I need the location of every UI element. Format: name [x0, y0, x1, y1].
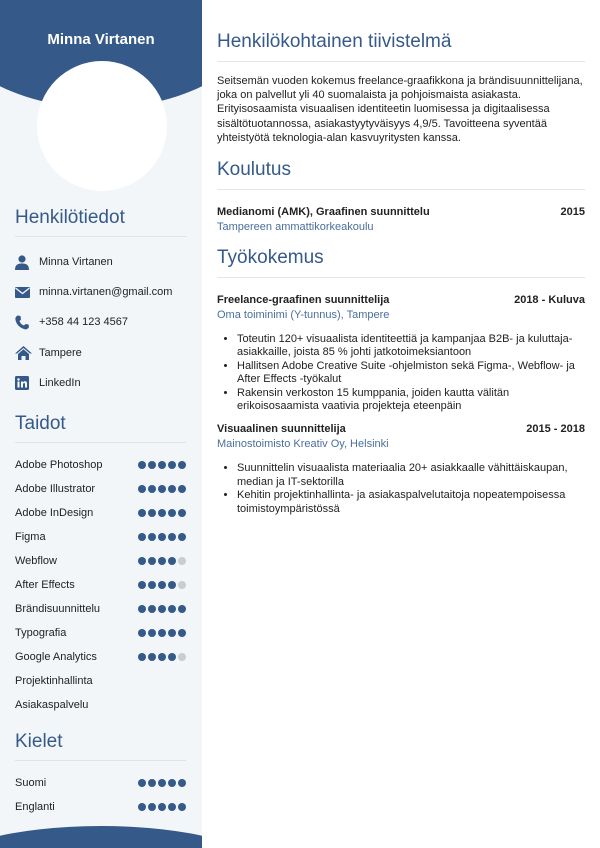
rating-label: Adobe Photoshop	[15, 459, 103, 471]
rating-label: Webflow	[15, 555, 57, 567]
rating-dot-icon	[178, 485, 186, 493]
rating-dot-icon	[138, 485, 146, 493]
rating-dots	[138, 485, 186, 493]
rating-label: Suomi	[15, 777, 47, 789]
rating-dot-icon	[158, 653, 166, 661]
rating-dot-icon	[138, 509, 146, 517]
rating-dot-icon	[138, 779, 146, 787]
rating-row	[15, 501, 186, 525]
bullet: • Rakensin verkoston 15 kumppania, joiden kautta välitän erikoisosaamista vaativia projekteja eteenpäin	[237, 387, 585, 414]
rating-dot-icon	[168, 629, 176, 637]
job-role: Visuaalinen suunnittelija	[217, 423, 346, 436]
rating-dots	[138, 779, 186, 787]
bullet: • Kehitin projektinhallinta- ja asiakaspalvelutaitoja nopeatempoisessa toimistoympäristössä	[237, 489, 585, 516]
rating-label: Adobe InDesign	[15, 507, 94, 519]
rating-dot-icon	[178, 605, 186, 613]
home-icon	[15, 345, 39, 361]
rating-label: Adobe Illustrator	[15, 483, 96, 495]
rating-dot-icon	[168, 581, 176, 589]
school: Tampereen ammattikorkeakoulu	[217, 221, 374, 233]
rating-dot-icon	[148, 581, 156, 589]
experience-entry	[217, 423, 585, 516]
rating-dot-icon	[148, 533, 156, 541]
rating-dot-icon	[178, 653, 186, 661]
contact-phone: +358 44 123 4567	[15, 307, 186, 337]
job-company: Oma toiminimi (Y-tunnus), Tampere	[217, 309, 390, 321]
rating-dot-icon	[148, 557, 156, 565]
rating-dot-icon	[148, 461, 156, 469]
bullet: • Toteutin 120+ visuaalista identiteettiä ja kampanjaa B2B- ja kuluttaja-asiakkaille, joista 85 % johti jatkotoimeksiantoon	[237, 333, 585, 360]
rating-row	[15, 669, 186, 693]
rating-dot-icon	[168, 653, 176, 661]
rating-row	[15, 771, 186, 795]
rating-dots	[138, 653, 186, 661]
rating-dot-icon	[158, 533, 166, 541]
rating-dots	[138, 509, 186, 517]
rating-dot-icon	[138, 461, 146, 469]
profile-photo	[37, 61, 167, 191]
rating-dot-icon	[168, 461, 176, 469]
summary-title: Henkilökohtainen tiivistelmä	[217, 31, 585, 62]
rating-label: Englanti	[15, 801, 55, 813]
rating-dot-icon	[138, 581, 146, 589]
rating-label: Asiakaspalvelu	[15, 699, 89, 711]
skills-title: Taidot	[15, 413, 186, 443]
rating-dot-icon	[178, 461, 186, 469]
rating-dot-icon	[178, 581, 186, 589]
rating-dots	[138, 533, 186, 541]
sidebar	[0, 0, 202, 848]
rating-dot-icon	[138, 557, 146, 565]
bullet: • Suunnittelin visuaalista materiaalia 20+ asiakkaalle vähittäiskaupan, median ja IT-sektorilla	[237, 462, 585, 489]
summary-text: Seitsemän vuoden kokemus freelance-graafikkona ja brändisuunnittelijana, joka on palvellut yli 40 suomalaista ja pohjoismaista asiakasta. Erityisosaamista visuaalisen identiteetin luomisessa ja digitaalisessa sisältötuotannossa, asiakastyytyväisyys 4,9/5. Tavoitteena syventää yhteistyötä teknologia-alan kasvuyritysten kanssa.	[217, 75, 583, 144]
rating-dot-icon	[168, 557, 176, 565]
linkedin-icon	[15, 375, 39, 391]
rating-row	[15, 597, 186, 621]
rating-dot-icon	[158, 629, 166, 637]
job-company: Mainostoimisto Kreativ Oy, Helsinki	[217, 438, 389, 451]
rating-dots	[138, 605, 186, 613]
rating-dot-icon	[168, 509, 176, 517]
rating-dot-icon	[168, 605, 176, 613]
phone-icon	[15, 314, 39, 330]
rating-dot-icon	[168, 485, 176, 493]
bullet: • Hallitsen Adobe Creative Suite -ohjelmiston sekä Figma-, Webflow- ja After Effects -työkalut	[237, 360, 585, 387]
personal-info-title: Henkilötiedot	[15, 207, 186, 237]
rating-row	[15, 645, 186, 669]
rating-dot-icon	[148, 779, 156, 787]
rating-dot-icon	[178, 803, 186, 811]
job-period: 2018 - Kuluva	[514, 294, 585, 306]
rating-label: Google Analytics	[15, 651, 97, 663]
rating-dot-icon	[178, 557, 186, 565]
rating-row	[15, 573, 186, 597]
rating-dot-icon	[158, 485, 166, 493]
job-role: Freelance-graafinen suunnittelija	[217, 294, 390, 306]
rating-label: Typografia	[15, 627, 67, 639]
rating-dot-icon	[138, 803, 146, 811]
rating-dots	[138, 803, 186, 811]
rating-dot-icon	[178, 629, 186, 637]
rating-label: Figma	[15, 531, 46, 543]
job-bullets	[217, 462, 585, 516]
contact-linkedin[interactable]: LinkedIn	[15, 368, 186, 398]
rating-row	[15, 693, 186, 717]
rating-row	[15, 795, 186, 819]
rating-label: Projektinhallinta	[15, 675, 93, 687]
rating-dot-icon	[178, 779, 186, 787]
degree: Medianomi (AMK), Graafinen suunnittelu	[217, 206, 430, 218]
experience-entry	[217, 294, 585, 413]
education-entry	[217, 206, 585, 233]
rating-row	[15, 549, 186, 573]
rating-label: After Effects	[15, 579, 75, 591]
rating-dot-icon	[148, 803, 156, 811]
skills-list	[15, 453, 186, 717]
languages-list	[15, 771, 186, 819]
rating-dot-icon	[148, 485, 156, 493]
rating-dot-icon	[138, 629, 146, 637]
person-icon	[15, 254, 39, 270]
rating-dot-icon	[148, 605, 156, 613]
job-period: 2015 - 2018	[526, 423, 585, 436]
rating-dot-icon	[138, 533, 146, 541]
rating-dot-icon	[168, 779, 176, 787]
rating-dots	[138, 557, 186, 565]
languages-title: Kielet	[15, 731, 186, 761]
rating-dot-icon	[158, 461, 166, 469]
rating-dot-icon	[158, 581, 166, 589]
rating-dot-icon	[158, 803, 166, 811]
experience-section	[217, 247, 585, 516]
rating-dots	[138, 581, 186, 589]
rating-dot-icon	[168, 533, 176, 541]
rating-row	[15, 621, 186, 645]
rating-dot-icon	[148, 629, 156, 637]
job-bullets	[217, 333, 585, 413]
rating-dot-icon	[178, 509, 186, 517]
rating-dot-icon	[168, 803, 176, 811]
rating-row	[15, 453, 186, 477]
summary-section	[217, 31, 585, 145]
rating-dot-icon	[158, 779, 166, 787]
contact-name: Minna Virtanen	[15, 247, 186, 277]
rating-dot-icon	[158, 605, 166, 613]
education-title: Koulutus	[217, 159, 585, 190]
personal-info-section	[15, 207, 186, 398]
education-section	[217, 159, 585, 233]
rating-row	[15, 525, 186, 549]
rating-dot-icon	[158, 509, 166, 517]
contact-location: Tampere	[15, 338, 186, 368]
languages-section	[15, 731, 186, 819]
rating-dot-icon	[148, 509, 156, 517]
experience-title: Työkokemus	[217, 247, 585, 278]
rating-row	[15, 477, 186, 501]
rating-dot-icon	[148, 653, 156, 661]
rating-dot-icon	[178, 533, 186, 541]
rating-dot-icon	[158, 557, 166, 565]
skills-section	[15, 413, 186, 717]
graduation-year: 2015	[560, 206, 585, 218]
rating-dot-icon	[138, 605, 146, 613]
rating-dots	[138, 461, 186, 469]
contact-email[interactable]: minna.virtanen@gmail.com	[15, 277, 186, 307]
candidate-name: Minna Virtanen	[47, 31, 155, 48]
rating-label: Brändisuunnittelu	[15, 603, 101, 615]
rating-dots	[138, 629, 186, 637]
envelope-icon	[15, 284, 39, 300]
rating-dot-icon	[138, 653, 146, 661]
footer-shape	[0, 826, 202, 848]
